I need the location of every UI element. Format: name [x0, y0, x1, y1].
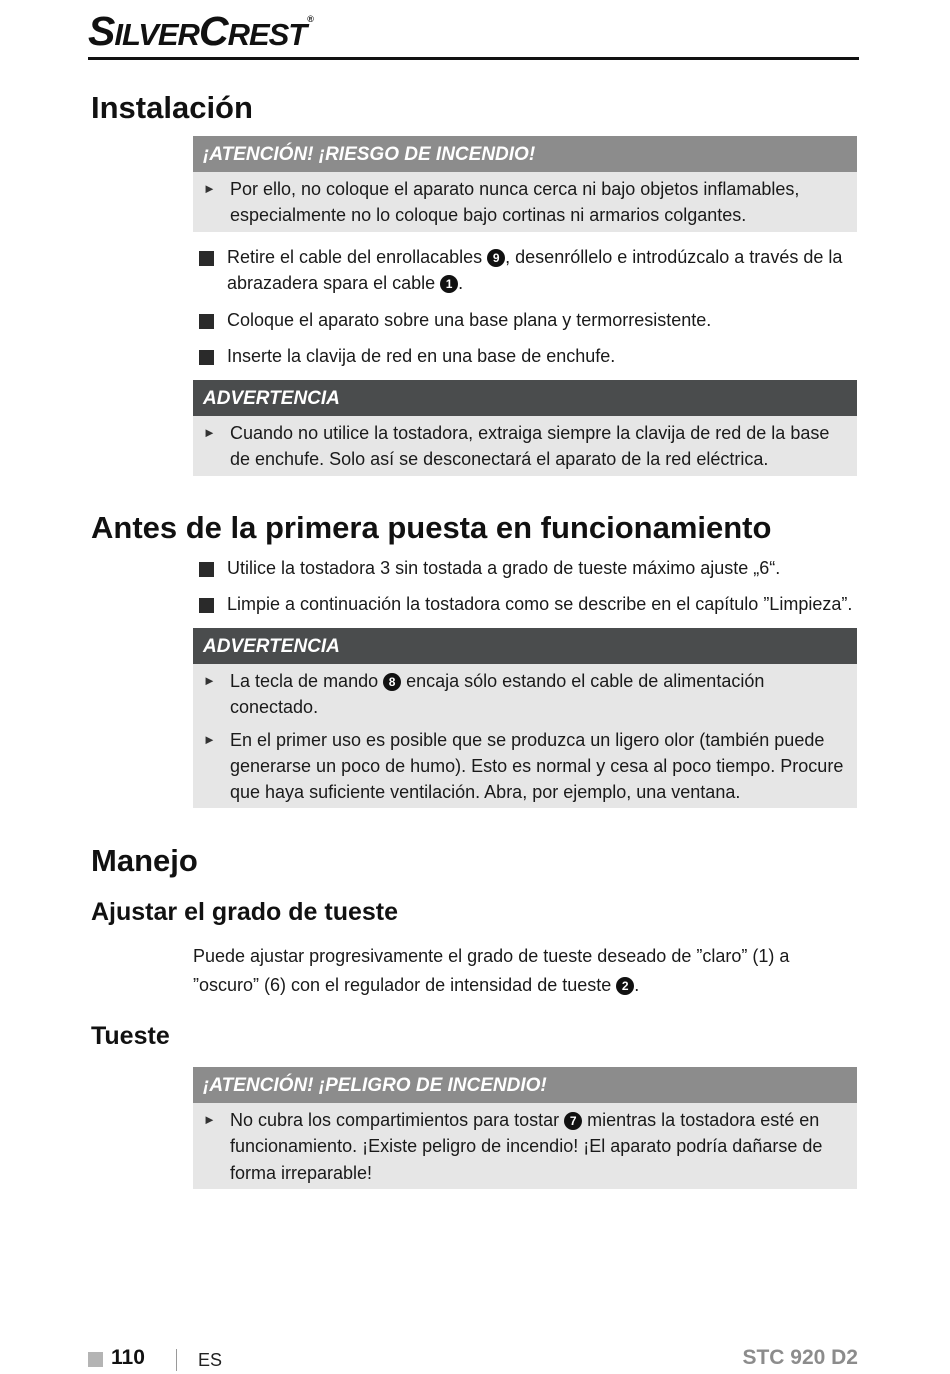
warning-box-fire-danger — [193, 1067, 857, 1189]
bullet-square-icon — [199, 598, 214, 613]
footer-square-icon — [88, 1352, 103, 1367]
list-item: Inserte la clavija de red en una base de enchufe. — [199, 343, 859, 369]
bullet-square-icon — [199, 562, 214, 577]
installation-steps — [199, 244, 859, 369]
callout-number-icon: 1 — [440, 275, 458, 293]
warning-item: ► Por ello, no coloque el aparato nunca cerca ni bajo objetos inflamables, especialmente no lo coloque bajo cortinas ni armarios colgantes. — [203, 176, 847, 229]
warning-title: ¡ATENCIÓN! ¡PELIGRO DE INCENDIO! — [193, 1067, 857, 1103]
arrow-icon: ► — [203, 1112, 216, 1127]
section-title-antes: Antes de la primera puesta en funcionamiento — [91, 510, 772, 545]
warning-box-fire-risk — [193, 136, 857, 232]
model-number: STC 920 D2 — [742, 1346, 858, 1369]
language-code: ES — [198, 1350, 223, 1370]
list-item: Utilice la tostadora 3 sin tostada a grado de tueste máximo ajuste „6“. — [199, 555, 859, 581]
warning-title: ADVERTENCIA — [193, 380, 857, 416]
arrow-icon: ► — [203, 673, 216, 688]
brand-logo: SILVERCREST® — [88, 8, 313, 54]
header-rule — [88, 57, 859, 60]
warning-item: ► En el primer uso es posible que se produzca un ligero olor (también puede generarse un poco de humo). Esto es normal y cesa al poco tiempo. Procure que haya suficiente ventilación. Abra, por ejemplo, una ventana. — [203, 727, 847, 806]
bullet-square-icon — [199, 251, 214, 266]
page-number: 110 — [111, 1346, 145, 1369]
list-item: Retire el cable del enrollacables 9 , desenróllelo e introdúzcalo a través de la abrazadera spara el cable 1 . — [199, 244, 859, 297]
subsection-title-tueste: Tueste — [91, 1022, 170, 1050]
section-title-manejo: Manejo — [91, 843, 198, 878]
list-item: Limpie a continuación la tostadora como se describe en el capítulo ”Limpieza”. — [199, 591, 859, 617]
warning-item: ► Cuando no utilice la tostadora, extraiga siempre la clavija de red de la base de enchufe. Solo así se desconectará el aparato de la red eléctrica. — [203, 420, 847, 473]
arrow-icon: ► — [203, 425, 216, 440]
warning-item: ► La tecla de mando 8 encaja sólo estando el cable de alimentación conectado. — [203, 668, 847, 721]
warning-title: ADVERTENCIA — [193, 628, 857, 664]
subsection-title-ajustar: Ajustar el grado de tueste — [91, 898, 399, 926]
callout-number-icon: 8 — [383, 673, 401, 691]
callout-number-icon: 9 — [487, 249, 505, 267]
warning-box-advertencia — [193, 380, 857, 476]
list-item: Coloque el aparato sobre una base plana y termorresistente. — [199, 307, 859, 333]
footer-divider — [176, 1349, 177, 1371]
callout-number-icon: 2 — [616, 977, 634, 995]
section-title-instalacion: Instalación — [91, 90, 253, 125]
arrow-icon: ► — [203, 181, 216, 196]
warning-item: ► No cubra los compartimientos para tostar 7 mientras la tostadora esté en funcionamiento. ¡Existe peligro de incendio! ¡El aparato podría dañarse de forma irreparable! — [203, 1107, 847, 1186]
warning-box-advertencia — [193, 628, 857, 808]
bullet-square-icon — [199, 314, 214, 329]
bullet-square-icon — [199, 350, 214, 365]
first-use-steps — [199, 555, 859, 618]
arrow-icon: ► — [203, 731, 216, 747]
callout-number-icon: 7 — [564, 1112, 582, 1130]
paragraph-ajustar: Puede ajustar progresivamente el grado de tueste deseado de ”claro” (1) a ”oscuro” (6) con el regulador de intensidad de tueste 2 . — [193, 946, 790, 995]
warning-title: ¡ATENCIÓN! ¡RIESGO DE INCENDIO! — [193, 136, 857, 172]
